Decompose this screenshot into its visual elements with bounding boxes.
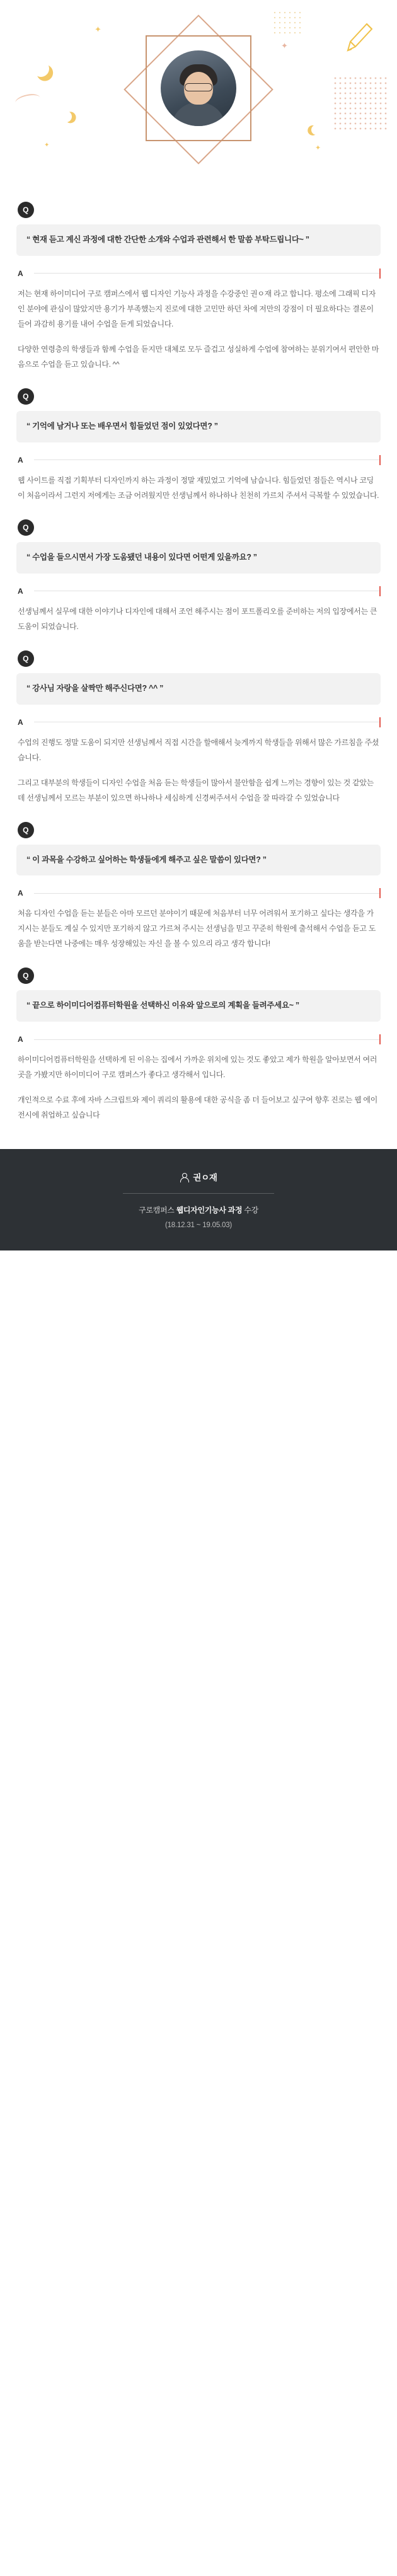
dot-grid-icon-secondary bbox=[272, 10, 302, 35]
answer-paragraph: 그리고 대부분의 학생들이 디자인 수업을 처음 듣는 학생들이 많아서 불안함을 쉽게 느끼는 경향이 있는 것 같았는데 선생님께서 모르는 부분이 있으면 하나하나 세심하게 신경써주셔서 수업을 잘 따라갈 수 있었습니다 bbox=[18, 778, 374, 802]
question-badge: Q bbox=[18, 202, 34, 218]
question-badge: Q bbox=[18, 822, 34, 838]
pen-icon bbox=[339, 16, 379, 57]
person-icon bbox=[180, 1173, 188, 1181]
answer-letter: A bbox=[18, 455, 24, 465]
avatar-body bbox=[171, 102, 226, 126]
answer-paragraph: 다양한 연령층의 학생들과 함께 수업을 듣지만 대체로 모두 즐겁고 성실하게 수업에 참여하는 분위기여서 편안한 마음으로 수업을 듣고 있습니다. ^^ bbox=[18, 344, 379, 369]
question-text: “ 이 과목을 수강하고 싶어하는 학생들에게 해주고 싶은 말씀이 있다면? ” bbox=[16, 845, 381, 876]
question-text: “ 끝으로 하이미디어컴퓨터학원을 선택하신 이유와 앞으로의 계획을 들려주세요~ ” bbox=[16, 990, 381, 1022]
answer-divider bbox=[34, 459, 379, 460]
answer-body bbox=[16, 903, 381, 951]
hero-banner bbox=[0, 0, 397, 183]
course-info bbox=[13, 1204, 384, 1218]
star-icon: ✦ bbox=[44, 142, 50, 149]
answer-accent-mark bbox=[379, 888, 381, 898]
answer-paragraph: 하이미디어컴퓨터학원을 선택하게 된 이유는 집에서 가까운 위치에 있는 것도 좋았고 제가 학원을 알아보면서 여러 곳을 가봤지만 하이미디어 구로 캠퍼스가 좋다고 생각해서 입니다. bbox=[18, 1055, 377, 1080]
qa-item-3 bbox=[0, 519, 397, 634]
star-icon: ✦ bbox=[315, 144, 321, 152]
avatar-glasses-icon bbox=[185, 83, 212, 91]
moon-icon bbox=[59, 110, 73, 124]
answer-divider bbox=[34, 273, 379, 274]
student-footer bbox=[0, 1149, 397, 1250]
answer-header bbox=[18, 1034, 381, 1044]
answer-letter: A bbox=[18, 586, 24, 596]
answer-header bbox=[18, 888, 381, 898]
answer-body bbox=[16, 732, 381, 806]
dot-grid-icon bbox=[333, 76, 387, 130]
answer-body bbox=[16, 284, 381, 372]
question-text: “ 현재 듣고 계신 과정에 대한 간단한 소개와 수업과 관련해서 한 말씀 부탁드립니다~ ” bbox=[16, 224, 381, 256]
answer-header bbox=[18, 455, 381, 465]
star-icon: ✦ bbox=[95, 25, 101, 34]
question-badge: Q bbox=[18, 967, 34, 984]
answer-paragraph: 웹 사이트를 직접 기획부터 디자인까지 하는 과정이 정말 재밌었고 기억에 남습니다. 힘들었던 점들은 역시나 코딩이 처음이라서 그런지 저에게는 조금 어려웠지만 선생님께서 하나하나 친천히 가르치 주셔서 극복할 수 있었습니다. bbox=[18, 475, 379, 500]
avatar bbox=[161, 50, 236, 126]
answer-header bbox=[18, 586, 381, 596]
answer-letter: A bbox=[18, 717, 24, 727]
answer-accent-mark bbox=[379, 455, 381, 465]
question-badge: Q bbox=[18, 650, 34, 667]
answer-header bbox=[18, 717, 381, 727]
student-name: 권ㅇ재 bbox=[193, 1173, 217, 1183]
star-icon: ✦ bbox=[281, 41, 288, 50]
answer-body bbox=[16, 470, 381, 503]
answer-header bbox=[18, 269, 381, 279]
qa-item-2 bbox=[0, 388, 397, 503]
answer-letter: A bbox=[18, 269, 24, 278]
answer-body bbox=[16, 1049, 381, 1123]
answer-accent-mark bbox=[379, 1034, 381, 1044]
answer-divider bbox=[34, 893, 379, 894]
squiggle-icon bbox=[14, 92, 42, 108]
answer-letter: A bbox=[18, 1035, 24, 1044]
qa-item-1 bbox=[0, 202, 397, 372]
campus-label: 구로캠퍼스 bbox=[139, 1206, 175, 1215]
answer-divider bbox=[34, 1039, 379, 1040]
moon-icon bbox=[30, 58, 51, 79]
course-suffix: 수강 bbox=[244, 1206, 258, 1215]
question-text: “ 기억에 남거나 또는 배우면서 힘들었던 점이 있었다면? ” bbox=[16, 411, 381, 442]
answer-accent-mark bbox=[379, 717, 381, 727]
answer-paragraph: 수업의 진행도 정말 도움이 되지만 선생님께서 직접 시간을 할애해서 늦게까지 학생들을 위해서 많은 가르침을 주셨습니다. bbox=[18, 737, 379, 762]
qa-item-4 bbox=[0, 650, 397, 806]
moon-icon bbox=[309, 123, 324, 137]
qa-item-6 bbox=[0, 967, 397, 1123]
qa-item-5 bbox=[0, 822, 397, 952]
answer-accent-mark bbox=[379, 269, 381, 279]
answer-letter: A bbox=[18, 889, 24, 898]
student-name-row bbox=[13, 1170, 384, 1183]
answer-paragraph: 개인적으로 수료 후에 자바 스크립트와 제이 쿼리의 활용에 대한 공식을 좀 더 들어보고 싶구여 향후 진로는 웹 에이전시에 취업하고 싶습니다 bbox=[18, 1095, 378, 1120]
question-text: “ 수업을 들으시면서 가장 도움됐던 내용이 있다면 어떤게 있을까요? ” bbox=[16, 542, 381, 574]
course-name: 웹디자인기능사 과정 bbox=[176, 1206, 243, 1215]
answer-body bbox=[16, 601, 381, 634]
question-badge: Q bbox=[18, 388, 34, 405]
answer-accent-mark bbox=[379, 586, 381, 596]
course-period: (18.12.31 ~ 19.05.03) bbox=[164, 1221, 233, 1229]
answer-paragraph: 저는 현재 하이미디어 구로 캠퍼스에서 웹 디자인 기능사 과정을 수강중인 권ㅇ재 라고 합니다. 평소에 그래픽 디자인 분야에 관심이 많았지만 용기가 부족했는지 진로에 대한 고민만 하던 차에 저만의 강점이 더 필요하다는 결론이 들어 과감히 용기를 내어 수업을 듣게 되었습니다. bbox=[18, 289, 376, 328]
question-badge: Q bbox=[18, 519, 34, 536]
answer-paragraph: 처음 디자인 수업을 듣는 분들은 아마 모르던 분야이기 때문에 처음부터 너무 어려워서 포기하고 싶다는 생각을 가지시는 분들도 계실 수 있지만 포기하지 않고 가르쳐 주시는 선생님을 믿고 꾸준히 학원에 출석해서 수업을 듣고 도움을 받는다면 나중에는 매우 성장해있는 자신 을 볼 수 있으리 라고 생각 합니다! bbox=[18, 909, 376, 949]
interview-qa-list bbox=[0, 183, 397, 1123]
footer-divider bbox=[123, 1193, 274, 1194]
answer-paragraph: 선생님께서 실무에 대한 이야기나 디자인에 대해서 조언 해주시는 점이 포트폴리오를 준비하는 저의 입장에서는 큰 도움이 되었습니다. bbox=[18, 606, 377, 631]
question-text: “ 강사님 자랑을 살짝만 해주신다면? ^^ ” bbox=[16, 673, 381, 705]
